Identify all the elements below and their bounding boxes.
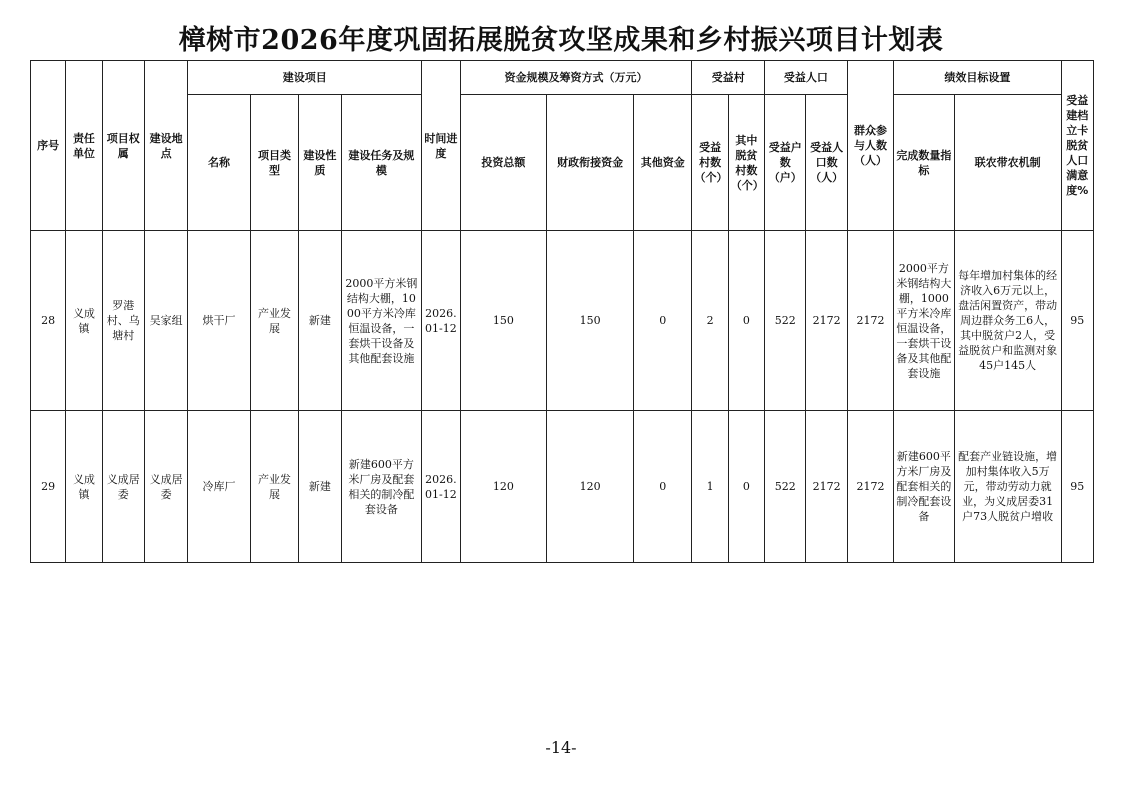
cell-other: 0 <box>633 411 692 563</box>
header-construction-group: 建设项目 <box>188 61 422 95</box>
header-seq: 序号 <box>31 61 66 231</box>
page-number: -14- <box>545 738 577 757</box>
header-village-group: 受益村 <box>692 61 765 95</box>
header-unit: 责任单位 <box>66 61 102 231</box>
cell-villages: 1 <box>692 411 728 563</box>
cell-other: 0 <box>633 231 692 411</box>
cell-seq: 29 <box>31 411 66 563</box>
cell-unit: 义成镇 <box>66 231 102 411</box>
cell-fiscal: 150 <box>547 231 634 411</box>
cell-mechanism: 配套产业链设施，增加村集体收入5万元，带动劳动力就业，为义成居委31户73人脱贫户增收 <box>954 411 1061 563</box>
cell-total: 120 <box>460 411 547 563</box>
cell-satisfaction: 95 <box>1061 411 1093 563</box>
header-nature: 建设性质 <box>299 95 341 231</box>
cell-villages: 2 <box>692 231 728 411</box>
cell-ownership: 义成居委 <box>102 411 144 563</box>
cell-name: 冷库厂 <box>188 411 251 563</box>
header-funding-group: 资金规模及筹资方式（万元） <box>460 61 692 95</box>
header-mechanism: 联农带农机制 <box>954 95 1061 231</box>
header-ownership: 项目权属 <box>102 61 144 231</box>
cell-task: 新建600平方米厂房及配套相关的制冷配套设备 <box>341 411 422 563</box>
header-task: 建设任务及规模 <box>341 95 422 231</box>
cell-participants: 2172 <box>847 411 893 563</box>
cell-name: 烘干厂 <box>188 231 251 411</box>
project-plan-table <box>30 60 1094 563</box>
cell-seq: 28 <box>31 231 66 411</box>
header-type: 项目类型 <box>250 95 298 231</box>
header-row-detail <box>31 95 1094 231</box>
cell-unit: 义成镇 <box>66 411 102 563</box>
cell-location: 义成居委 <box>144 411 187 563</box>
cell-satisfaction: 95 <box>1061 231 1093 411</box>
cell-persons: 2172 <box>806 411 847 563</box>
header-participants: 群众参与人数（人） <box>847 61 893 231</box>
cell-poor-villages: 0 <box>728 411 764 563</box>
header-poor-villages: 其中脱贫村数（个） <box>728 95 764 231</box>
cell-poor-villages: 0 <box>728 231 764 411</box>
cell-fiscal: 120 <box>547 411 634 563</box>
header-persons: 受益人口数（人） <box>806 95 847 231</box>
cell-indicator: 新建600平方米厂房及配套相关的制冷配套设备 <box>894 411 955 563</box>
header-households: 受益户数（户） <box>765 95 806 231</box>
cell-persons: 2172 <box>806 231 847 411</box>
cell-location: 吴家组 <box>144 231 187 411</box>
cell-total: 150 <box>460 231 547 411</box>
header-population-group: 受益人口 <box>765 61 848 95</box>
header-fiscal: 财政衔接资金 <box>547 95 634 231</box>
cell-type: 产业发展 <box>250 231 298 411</box>
cell-type: 产业发展 <box>250 411 298 563</box>
cell-participants: 2172 <box>847 231 893 411</box>
header-location: 建设地点 <box>144 61 187 231</box>
header-indicator: 完成数量指标 <box>894 95 955 231</box>
header-row-group <box>31 61 1094 95</box>
table-row <box>31 231 1094 411</box>
header-other: 其他资金 <box>633 95 692 231</box>
page-title: 樟树市2026年度巩固拓展脱贫攻坚成果和乡村振兴项目计划表 <box>178 25 944 56</box>
cell-nature: 新建 <box>299 231 341 411</box>
cell-mechanism: 每年增加村集体的经济收入6万元以上，盘活闲置资产，带动周边群众务工6人，其中脱贫户2人，受益脱贫户和监测对象45户145人 <box>954 231 1061 411</box>
header-performance-group: 绩效目标设置 <box>894 61 1061 95</box>
cell-schedule: 2026.01-12 <box>422 231 460 411</box>
cell-indicator: 2000平方米钢结构大棚，1000平方米冷库恒温设备，一套烘干设备及其他配套设施 <box>894 231 955 411</box>
cell-households: 522 <box>765 411 806 563</box>
cell-ownership: 罗港村、乌塘村 <box>102 231 144 411</box>
header-schedule: 时间进度 <box>422 61 460 231</box>
header-satisfaction: 受益建档立卡脱贫人口满意度% <box>1061 61 1093 231</box>
header-total: 投资总额 <box>460 95 547 231</box>
cell-task: 2000平方米钢结构大棚，1000平方米冷库恒温设备，一套烘干设备及其他配套设施 <box>341 231 422 411</box>
table-row <box>31 411 1094 563</box>
cell-schedule: 2026.01-12 <box>422 411 460 563</box>
cell-households: 522 <box>765 231 806 411</box>
header-villages: 受益村数（个） <box>692 95 728 231</box>
header-name: 名称 <box>188 95 251 231</box>
cell-nature: 新建 <box>299 411 341 563</box>
